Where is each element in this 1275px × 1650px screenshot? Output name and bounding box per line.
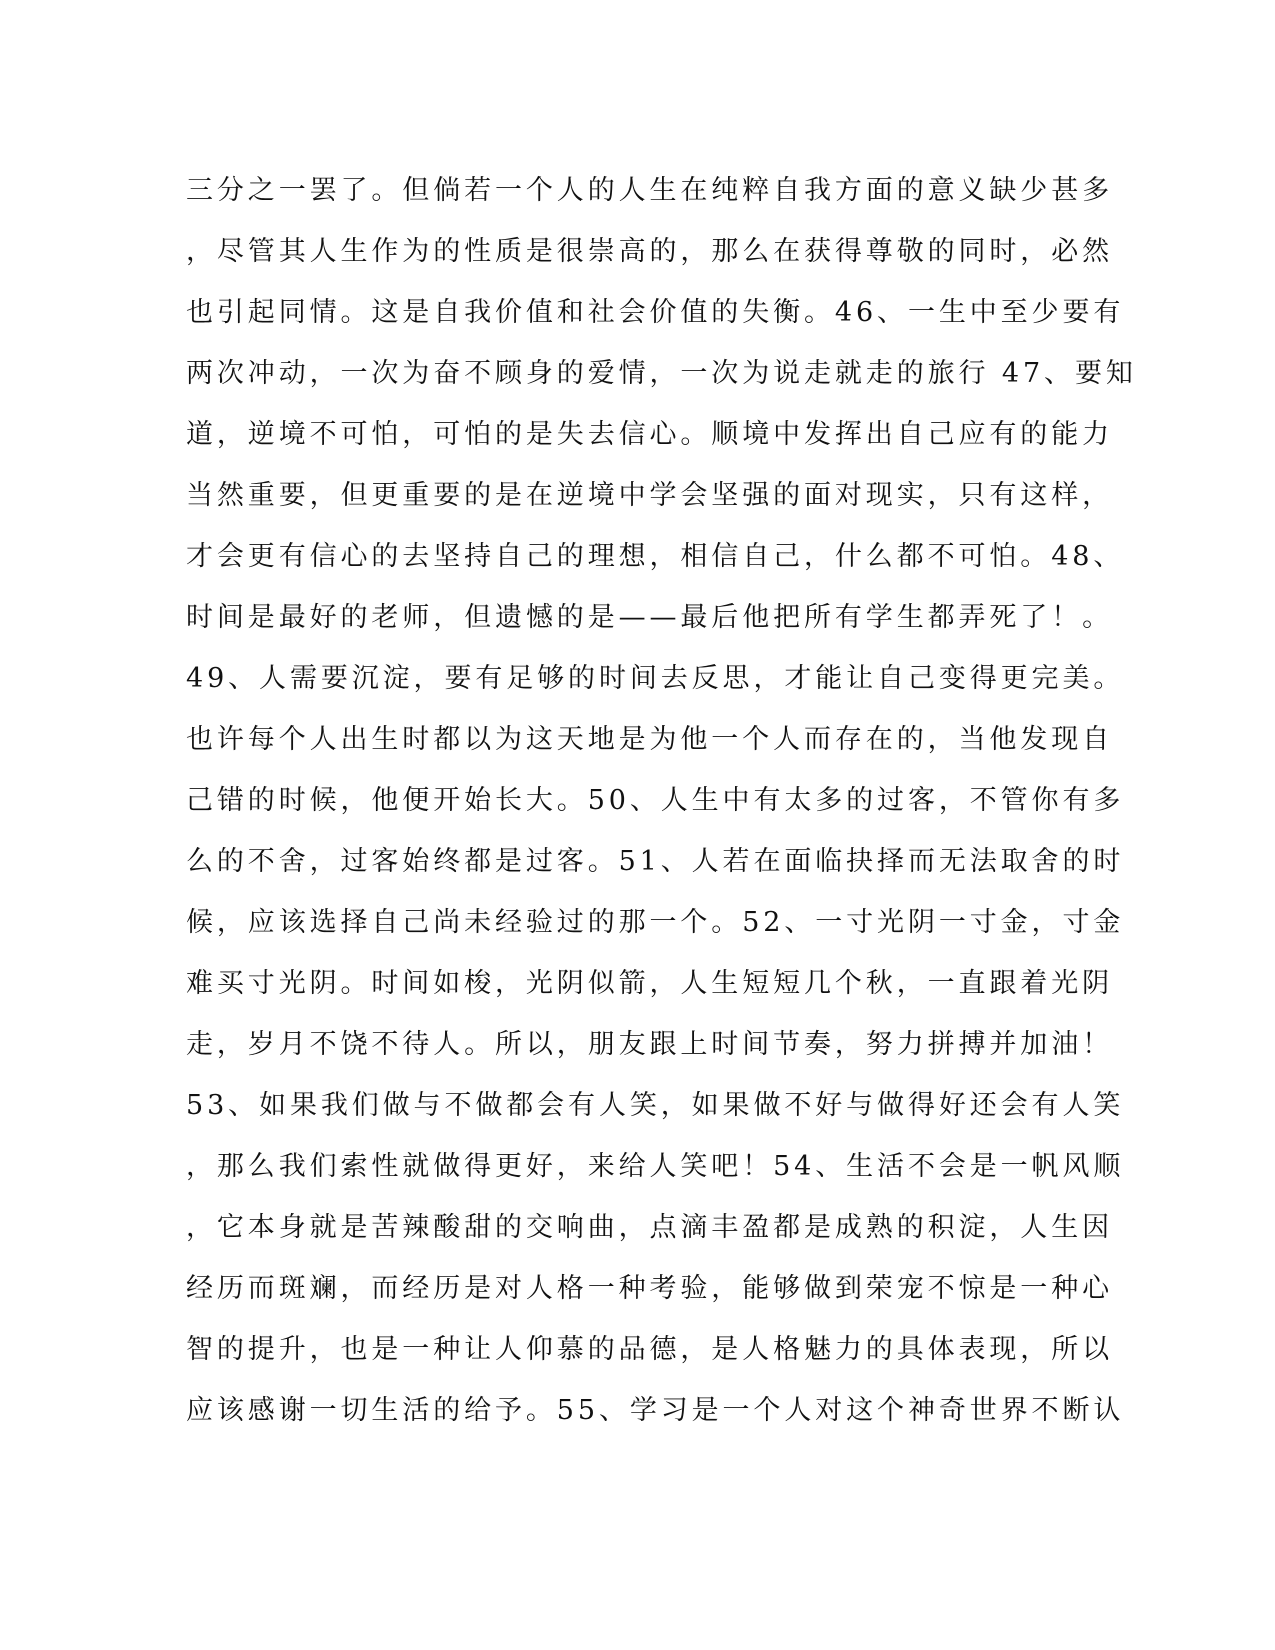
text-line: 也引起同情。这是自我价值和社会价值的失衡。46、一生中至少要有	[186, 297, 1125, 328]
text-line: 两次冲动，一次为奋不顾身的爱情，一次为说走就走的旅行 47、要知	[186, 358, 1137, 389]
body-text	[186, 160, 1137, 1441]
text-line: 三分之一罢了。但倘若一个人的人生在纯粹自我方面的意义缺少甚多	[186, 175, 1113, 206]
text-line: 难买寸光阴。时间如梭，光阴似箭，人生短短几个秋，一直跟着光阴	[186, 968, 1113, 999]
text-line: ，尽管其人生作为的性质是很崇高的，那么在获得尊敬的同时，必然	[186, 236, 1113, 267]
text-line: 走，岁月不饶不待人。所以，朋友跟上时间节奏，努力拼搏并加油！	[186, 1029, 1113, 1060]
text-line: 么的不舍，过客始终都是过客。51、人若在面临抉择而无法取舍的时	[186, 846, 1125, 877]
text-line: 53、如果我们做与不做都会有人笑，如果做不好与做得好还会有人笑	[186, 1090, 1125, 1121]
text-line: 智的提升，也是一种让人仰慕的品德，是人格魅力的具体表现，所以	[186, 1334, 1113, 1365]
text-line: 当然重要，但更重要的是在逆境中学会坚强的面对现实，只有这样，	[186, 480, 1113, 511]
text-line: 候，应该选择自己尚未经验过的那一个。52、一寸光阴一寸金，寸金	[186, 907, 1125, 938]
text-line: 己错的时候，他便开始长大。50、人生中有太多的过客，不管你有多	[186, 785, 1125, 816]
text-line: 应该感谢一切生活的给予。55、学习是一个人对这个神奇世界不断认	[186, 1395, 1125, 1426]
text-line: ，那么我们索性就做得更好，来给人笑吧！54、生活不会是一帆风顺	[186, 1151, 1125, 1182]
text-line: 时间是最好的老师，但遗憾的是——最后他把所有学生都弄死了！。	[186, 602, 1113, 633]
text-line: 才会更有信心的去坚持自己的理想，相信自己，什么都不可怕。48、	[186, 541, 1125, 572]
text-line: 49、人需要沉淀，要有足够的时间去反思，才能让自己变得更完美。	[186, 663, 1125, 694]
text-line: 也许每个人出生时都以为这天地是为他一个人而存在的，当他发现自	[186, 724, 1113, 755]
text-line: ，它本身就是苦辣酸甜的交响曲，点滴丰盈都是成熟的积淀，人生因	[186, 1212, 1113, 1243]
text-line: 道，逆境不可怕，可怕的是失去信心。顺境中发挥出自己应有的能力	[186, 419, 1113, 450]
text-line: 经历而斑斓，而经历是对人格一种考验，能够做到荣宠不惊是一种心	[186, 1273, 1113, 1304]
